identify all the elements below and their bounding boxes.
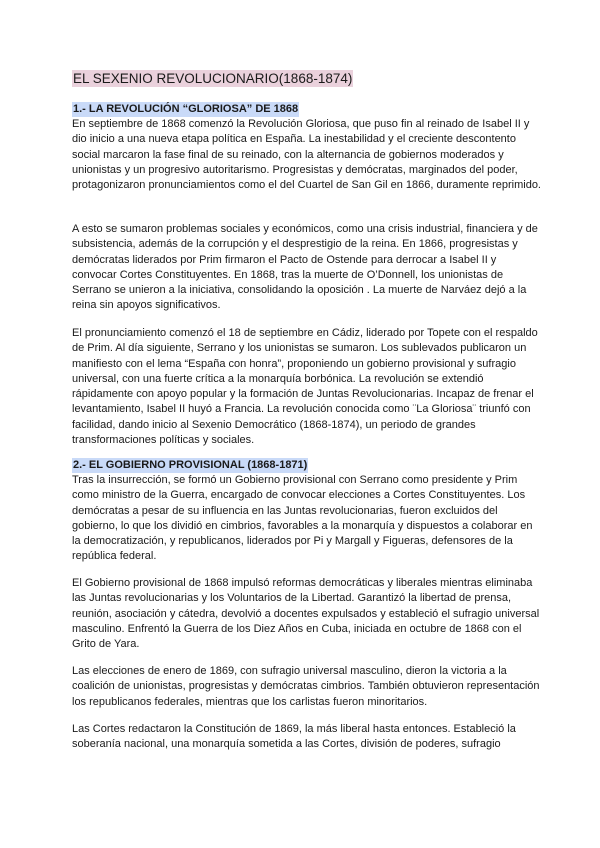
paragraph-problemas-sociales: A esto se sumaron problemas sociales y económicos, como una crisis industrial, financiera y de subsistencia, además de la corrupción y el desprestigio de la reina. En 1866, progresistas y demócratas liderados por Prim firmaron el Pacto de Ostende para derrocar a Isabel II y convocar Cortes Constituyentes. En 1868, tras la muerte de O’Donnell, los unionistas de Serrano se unieron a la iniciativa, consolidando la oposición . La muerte de Narváez dejó a la reina sin apoyos significativos. — [72, 223, 538, 312]
section-heading-gobierno-provisional: 2.- EL GOBIERNO PROVISIONAL (1868-1871) — [73, 459, 308, 471]
paragraph-gobierno-provisional: Tras la insurrección, se formó un Gobierno provisional con Serrano como presidente y Prim como ministro de la Guerra, encargado de convocar elecciones a Cortes Constituyentes. Los demócratas a pesar de su influencia en las Juntas revolucionarias, fueron excluidos del gobierno, lo que los dividió en cimbrios, favorables a la monarquía y dispuestos a colaborar en la democratización, y republicanos, liderados por Pi y Margall y Figueras, defensores de la república federal. — [72, 474, 533, 563]
paragraph-reformas: El Gobierno provisional de 1868 impulsó reformas democráticas y liberales mientras eliminaba las Juntas revolucionarias y los Voluntarios de la Libertad. Garantizó la libertad de prensa, reunión, asociación y cátedra, devolvió a docentes expulsados y estableció el sufragio universal masculino. Enfrentó la Guerra de los Diez Años en Cuba, iniciada en octubre de 1868 con el Grito de Yara. — [72, 577, 540, 651]
paragraph-constitucion: Las Cortes redactaron la Constitución de 1869, la más liberal hasta entonces. Estableció la soberanía nacional, una monarquía sometida a las Cortes, división de poderes, sufragio — [72, 723, 516, 751]
paragraph-pronunciamiento: El pronunciamiento comenzó el 18 de septiembre en Cádiz, liderado por Topete con el respaldo de Prim. Al día siguiente, Serrano y los unionistas se sumaron. Los sublevados publicaron un manifiesto con el lema “España con honra”, proponiendo un gobierno provisional y sufragio universal, con una fuerte crítica a la monarquía borbónica. La revolución se extendió rápidamente con apoyo popular y la formación de Juntas Revolucionarias. Incapaz de frenar el levantamiento, Isabel II huyó a Francia. La revolución conocida como ¨La Gloriosa¨ triunfó con facilidad, dando inicio al Sexenio Democrático (1868-1874), un periodo de grandes transformaciones políticas y sociales. — [72, 327, 538, 447]
document-title: EL SEXENIO REVOLUCIONARIO(1868-1874) — [73, 71, 353, 86]
section-heading-revolucion-gloriosa: 1.- LA REVOLUCIÓN “GLORIOSA” DE 1868 — [73, 103, 299, 115]
paragraph-intro-revolucion: En septiembre de 1868 comenzó la Revolución Gloriosa, que puso fin al reinado de Isabel II y dio inicio a una nueva etapa política en España. La inestabilidad y el creciente descontento social marcaron la fase final de su reinado, con la alternancia de gobiernos moderados y unionistas y un progresivo autoritarismo. Progresistas y demócratas, marginados del poder, protagonizaron pronunciamientos como el del Cuartel de San Gil en 1866, duramente reprimido. — [72, 118, 541, 192]
paragraph-elecciones: Las elecciones de enero de 1869, con sufragio universal masculino, dieron la victoria a la coalición de unionistas, progresistas y demócratas cimbrios. También obtuvieron representación los republicanos federales, mientras que los carlistas fueron minoritarios. — [72, 665, 540, 708]
